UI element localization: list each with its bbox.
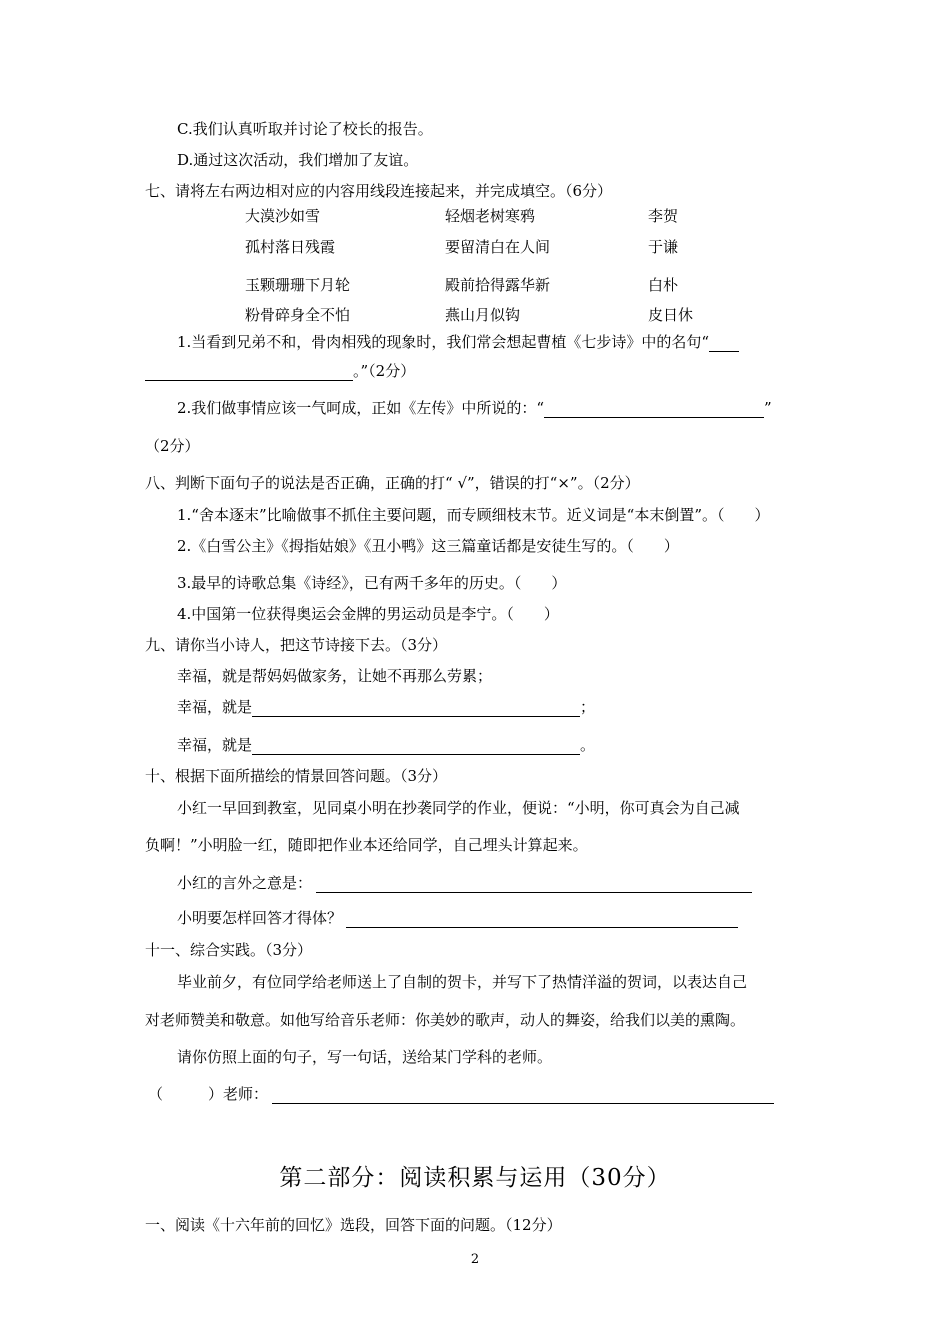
q10-ask2 [177, 908, 738, 928]
option-d: D.通过这次活动，我们增加了友谊。 [177, 151, 419, 169]
q7-item1-text: 1.当看到兄弟不和，骨肉相残的现象时，我们常会想起曹植《七步诗》中的名句“ [177, 333, 709, 351]
q9-line3 [177, 735, 595, 755]
q8-item-2: 2.《白雪公主》《拇指姑娘》《丑小鸭》这三篇童话都是安徒生写的。（ ） [177, 537, 679, 555]
answer-blank[interactable] [709, 335, 739, 352]
q10-ask2-text: 小明要怎样回答才得体？ [177, 909, 343, 927]
q11-teacher-label: （ ）老师： [148, 1085, 269, 1103]
q7-right-2: 白朴 [648, 276, 679, 294]
q8-heading: 八、判断下面句子的说法是否正确，正确的打“ √”，错误的打“×”。（2分） [145, 474, 640, 492]
q7-item2-end: ” [763, 399, 772, 417]
q8-item-1: 1.“舍本逐末”比喻做事不抓住主要问题，而专顾细枝末节。近义词是“本末倒置”。（ ） [177, 506, 770, 524]
part2-title: 第二部分：阅读积累与运用（30分） [279, 1165, 671, 1191]
q7-item2-text: 2.我们做事情应该一气呵成，正如《左传》中所说的：“ [177, 399, 544, 417]
answer-blank[interactable] [316, 876, 752, 893]
page-number: 2 [470, 1252, 480, 1267]
q7-middle-3: 燕山月似钩 [445, 306, 521, 324]
q7-right-0: 李贺 [648, 207, 679, 225]
q9-line2-end: ； [580, 698, 596, 716]
q11-teacher [148, 1084, 774, 1104]
answer-blank[interactable] [272, 1087, 774, 1104]
q9-line1: 幸福，就是帮妈妈做家务，让她不再那么劳累； [177, 667, 493, 685]
q10-ask1 [177, 873, 752, 893]
q11-para3: 请你仿照上面的句子，写一句话，送给某门学科的老师。 [177, 1048, 553, 1066]
q9-line2-text: 幸福，就是 [177, 698, 253, 716]
q7-right-3: 皮日休 [648, 306, 694, 324]
answer-blank[interactable] [544, 401, 764, 418]
q9-line3-text: 幸福，就是 [177, 736, 253, 754]
q7-left-1: 孤村落日残霞 [245, 238, 336, 256]
q8-item-3: 3.最早的诗歌总集《诗经》，已有两千多年的历史。（ ） [177, 574, 567, 592]
q10-ask1-text: 小红的言外之意是： [177, 874, 313, 892]
q7-item1 [177, 332, 739, 352]
q9-line2 [177, 697, 595, 717]
q8-item-4: 4.中国第一位获得奥运会金牌的男运动员是李宁。（ ） [177, 605, 559, 623]
q7-item1-end: 。”（2分） [353, 362, 416, 380]
q10-heading: 十、根据下面所描绘的情景回答问题。（3分） [145, 767, 448, 785]
q7-left-3: 粉骨碎身全不怕 [245, 306, 351, 324]
option-c: C.我们认真听取并讨论了校长的报告。 [177, 120, 433, 138]
q9-heading: 九、请你当小诗人，把这节诗接下去。（3分） [145, 636, 448, 654]
q10-para2: 负啊！”小明脸一红，随即把作业本还给同学，自己埋头计算起来。 [145, 836, 588, 854]
q7-left-0: 大漠沙如雪 [245, 207, 321, 225]
q11-para2: 对老师赞美和敬意。如他写给音乐老师：你美妙的歌声，动人的舞姿，给我们以美的熏陶。 [145, 1011, 746, 1029]
q7-item1-cont [145, 361, 415, 381]
q7-middle-0: 轻烟老树寒鸦 [445, 207, 536, 225]
q7-left-2: 玉颗珊珊下月轮 [245, 276, 351, 294]
answer-blank[interactable] [252, 700, 580, 717]
q7-middle-2: 殿前拾得露华新 [445, 276, 551, 294]
q9-line3-end: 。 [580, 736, 596, 754]
q7-middle-1: 要留清白在人间 [445, 238, 551, 256]
answer-blank[interactable] [252, 738, 580, 755]
answer-blank[interactable] [346, 911, 738, 928]
q11-para1: 毕业前夕，有位同学给老师送上了自制的贺卡，并写下了热情洋溢的贺词，以表达自己 [177, 973, 748, 991]
q7-right-1: 于谦 [648, 238, 679, 256]
answer-blank[interactable] [145, 364, 353, 381]
part2-q1: 一、阅读《十六年前的回忆》选段，回答下面的问题。（12分） [145, 1216, 562, 1234]
q11-heading: 十一、综合实践。（3分） [145, 941, 313, 959]
q7-item2 [177, 398, 772, 418]
q10-para1: 小红一早回到教室，见同桌小明在抄袭同学的作业，便说：“小明，你可真会为自己减 [177, 799, 740, 817]
q7-item2-score: （2分） [145, 437, 200, 455]
q7-heading: 七、请将左右两边相对应的内容用线段连接起来，并完成填空。（6分） [145, 182, 613, 200]
